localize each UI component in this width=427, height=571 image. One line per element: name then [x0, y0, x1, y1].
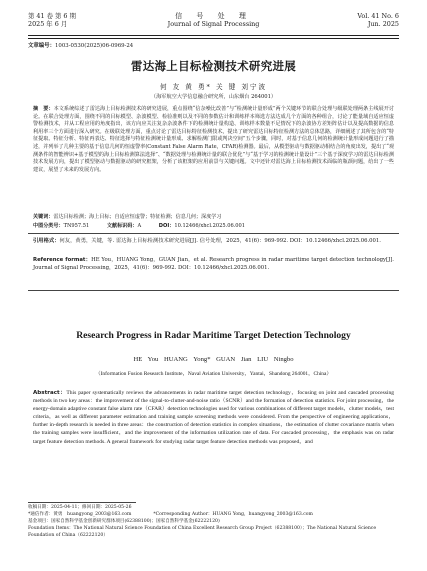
- affiliation-chinese: （海军航空大学信息融合研究所，山东烟台 264001）: [150, 94, 277, 100]
- clc-value: TN957.51: [63, 223, 90, 229]
- running-header: [28, 12, 399, 34]
- abstract-english: [33, 389, 394, 446]
- journal-name-en: Journal of Signal Processing: [167, 20, 260, 28]
- article-number-value: 1003-0530(2025)06-0969-24: [54, 43, 134, 49]
- footnote-received: 收稿日期：2025-04-11；修回日期：2025-05-26: [28, 505, 132, 510]
- abstract-chinese-text: 本文系统综述了雷达海上目标检测技术的研究进展，重点围绕“信杂噪比改善”与“检测统计量形成”两个关键环节的联合处理与级联处理两条主线展开讨论。在联合处理方面，围绕不同的目标模型、杂波模型、检验准则以及不同的参数估计和训练样本筛选方法达成几个方面的各种组合，讨论了能量域自适应恒虚警检测技术，并从工程应用的角度指出，该方向应关注复杂杂波条件下的检测统计量构造、训练样本数量不足情况下的杂波协方差矩阵估计以及提高数据的信息利用率三个方面进行深入研究。在级联处理方面，重点讨论了雷达目标特征检测技术，提出了研究雷达目标特征检测方法的总体思路，详细阐述了其所包含的“特征提取、特征分析、特征再表达、特征选择与特征检测统计量形成、求解检测门限或判决空间”五个步骤，同时，对基于信息几何的检测统计量形成问题进行了描述，并列举了几种主要的基于信息几何的恒虚警率(Constant False Alarm Rate，CFAR)检测器。最后，从模型驱动与数据驱动相结合的角度出发，提出了“观测条件的智能辨识+基于模型的海上目标检测算法选择”、“数据处理与检测统计量的联合优化”与“基于学习的检测统计量设计”三个基于深度学习的雷达目标检测技术发展方向，提出了模型驱动与数据驱动的研究框架，分析了该框架的应用前景与关键问题。文中还针对雷达海上目标检测技术面临的瓶颈问题，给出了一些建议，展望了未来的发展方向。: [33, 106, 394, 173]
- doc-code-label: 文献标识码：: [106, 223, 138, 229]
- corresponding-author-cn: *通信作者：黄勇 huangyong_2003@163.com: [28, 512, 132, 517]
- citation-chinese: [33, 238, 394, 246]
- header-right: [357, 12, 399, 28]
- citation-english-label: Reference format：: [33, 257, 92, 263]
- doi-value: 10.12466/xhcl.2025.06.001: [174, 223, 246, 229]
- keywords-chinese-label: 关键词：: [33, 214, 54, 220]
- footnote-rule: [28, 502, 136, 503]
- volume-issue-cn: 第 41 卷 第 6 期: [28, 12, 76, 20]
- abstract-english-text: This paper systematically reviews the advancements in radar maritime target detection technology，focusing on joint and cascaded processing methods in two key areas：the improvement of the signal-to-clutter-and-noise ratio（SCNR）and the formation of detection statistics. For joint processing，the energy-domain adaptive constant false alarm rate（CFAR）detection technologies used for various combinations of different target models，clutter models，test criteria，as well as different parameter estimation and training sample screening methods were considered. From the perspective of engineering applications，further in-depth research is needed in three areas：the construction of detection statistics in complex situations，the estimation of clutter covariance matrix when the training samples were insufficient，and the improvement of the information utilization rate of data. For cascaded processing，the emphasis was on radar target feature detection methods. A general framework for studying radar target feature detection methods was proposed，and: [33, 390, 394, 445]
- abstract-chinese: [33, 106, 394, 174]
- abstract-english-label: Abstract：: [33, 390, 67, 396]
- clc-label: 中图分类号：: [33, 223, 64, 229]
- authors-chinese: 何 友 黄 勇* 关 键 刘宁波: [159, 83, 268, 91]
- footnote-funding-en: Foundation Items：The National Natural Science Foundation of China Excellent Research Group Project（62388100）；The National Natural Science Foundation of China（62222120）: [28, 526, 377, 538]
- header-rule-thin: [28, 38, 399, 39]
- citation-english-text: HE You，HUANG Yong，GUAN Jian，et al. Research progress in radar maritime target detection technology[J]. Journal of Signal Processing，2025，41(6)：969-992. DOI：10.12466/xhcl.2025.06.001.: [33, 257, 394, 271]
- journal-name-cn: 信 号 处 理: [175, 12, 252, 20]
- article-number: [28, 41, 133, 49]
- citation-chinese-text: 何友，黄勇，关键，等. 雷达海上目标检测技术研究进展[J]. 信号处理，2025，41(6)：969-992. DOI：10.12466/xhcl.2025.06.001.: [59, 238, 381, 244]
- title-english: Research Progress in Radar Maritime Target Detection Technology: [76, 330, 351, 341]
- divider-below-citation: [28, 290, 399, 291]
- footnote-funding-cn: 基金项目：国家自然科学基金创新研究群体项目(62388100)；国家自然科学基金(62222120): [28, 519, 220, 524]
- doc-code-value: A: [137, 223, 142, 229]
- header-center: [28, 12, 399, 28]
- keywords-chinese-text: 雷达目标检测；海上目标；自适应恒虚警；特征检测；信息几何；深度学习: [53, 214, 222, 220]
- header-rule-thick: [28, 35, 399, 36]
- keywords-chinese: [33, 214, 394, 222]
- citation-chinese-label: 引用格式：: [33, 238, 60, 244]
- abstract-chinese-label: 摘 要：: [33, 106, 54, 112]
- affiliation-english: （Information Fusion Research Institute，Naval Aviation University，Yantai，Shandong 264001，China）: [95, 371, 332, 377]
- citation-english: [33, 257, 394, 272]
- doi-label: DOI：: [158, 223, 175, 229]
- corresponding-author-en: *Corresponding Author：HUANG Yong，huangyong_2003@163.com: [153, 512, 313, 517]
- classification-line: [33, 222, 261, 229]
- title-chinese: 雷达海上目标检测技术研究进展: [130, 59, 297, 73]
- date-cn: 2025 年 6 月: [28, 20, 68, 28]
- date-en: Jun. 2025: [367, 20, 399, 28]
- footnote-corresponding: [28, 512, 399, 519]
- divider-above-citation: [28, 233, 399, 234]
- authors-english: HE You HUANG Yong* GUAN Jian LIU Ningbo: [133, 356, 294, 363]
- volume-issue-en: Vol. 41 No. 6: [357, 12, 399, 20]
- article-number-label: 文章编号：: [28, 43, 55, 49]
